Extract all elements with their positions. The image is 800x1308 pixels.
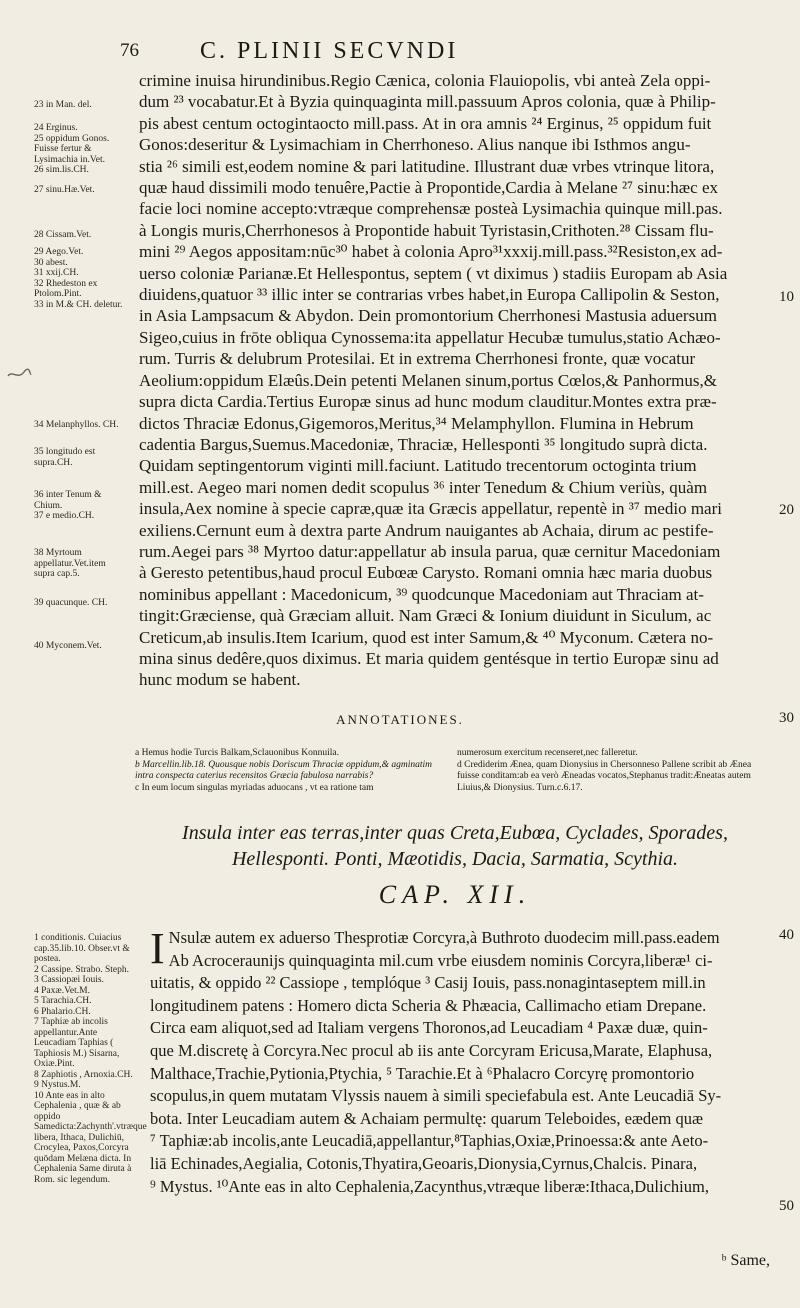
main-text	[139, 70, 773, 691]
margin-note: 38 Myrtoum appellatur.Vet.item supra cap.5.	[34, 548, 106, 579]
line-number: 20	[779, 502, 794, 518]
text-line: insula,Aex nomine à specie capræ,quæ ita Græcis appellatur, repentè in ³⁷ medio mari	[139, 499, 722, 519]
text-line: scopulus,in quem mutatam Vlyssis nauem à simili speciefabula est. Ante Leucadiā Sy-	[150, 1086, 722, 1106]
running-head: C. PLINII SECVNDI	[200, 38, 459, 64]
margin-note: 27 sinu.Hæ.Vet.	[34, 185, 95, 195]
line-number: 50	[779, 1198, 794, 1214]
chapter-heading: CAP. XII.	[378, 880, 532, 909]
text-line: Circa eam aliquot,sed ad Italiam vergens Thoronos,ad Leucadiam ⁴ Paxæ duæ, quin-	[150, 1018, 708, 1038]
margin-notes-top	[34, 0, 128, 651]
text-line: facie loci nomine accepto:vtræque comprehensæ posteà Lysimachia quinque mill.pas.	[139, 199, 723, 219]
text-line: cadentia Bargus,Suemus.Macedoniæ, Thraciæ, Hellesponti ³⁵ longitudo suprà dicta.	[139, 434, 708, 454]
catchword: ᵇ Same,	[721, 1252, 770, 1269]
text-line: Gonos:deseritur & Lysimachiam in Cherrhoneso. Alius nanque ibi Isthmos angu-	[139, 135, 691, 155]
margin-note: 29 Aego.Vet. 30 abest. 31 xxij.CH. 32 Rhedeston ex Ptolom.Pint. 33 in M.& CH. deletur.	[34, 247, 123, 310]
margin-note: 36 inter Tenum & Chium. 37 e medio.CH.	[34, 490, 102, 521]
text-line: mina sinus dedêre,quos diximus. Et maria quidem gentésque in tertio Europæ sinu ad	[139, 648, 719, 668]
text-line: liā Echinades,Aegialia, Cotonis,Thyatira,Geoaris,Dionysia,Cyrnus,Chalcis. Pinara,	[150, 1153, 698, 1173]
text-line: Nsulæ autem ex aduerso Thesprotiæ Corcyra,à Buthroto duodecim mill.pass.eadem	[168, 928, 720, 947]
text-line: crimine inuisa hirundinibus.Regio Cænica, colonia Flauiopolis, vbi anteà Zela oppi-	[139, 71, 711, 90]
text-line: Sigeo,cuius in frōte obliqua Cynossema:ita appellatur Hecubæ tumulus,statio Achæo-	[139, 327, 721, 347]
text-line: diuidens,quatuor ³³ illic inter se contrarias vrbes habet,in Europa Callipolin & Seston,	[139, 285, 720, 305]
text-line: hunc modum se habent.	[139, 670, 301, 690]
text-line: mini ²⁹ Aegos appositam:nūc³⁰ habet à colonia Apro³¹xxxij.mill.pass.³²Resiston,ex ad-	[139, 242, 723, 262]
text-line: Creticum,ab insulis.Item Icarium, quod est inter Samum,& ⁴⁰ Myconum. Cætera no-	[139, 627, 714, 647]
text-line: rum. Turris & delubrum Protesilai. Et in extrema Cherrhonesi fronte, quæ vocatur	[139, 349, 696, 369]
text-line: Malthace,Trachie,Pytionia,Ptychia, ⁵ Tarachie.Et à ⁶Phalacro Corcyrę promontorio	[150, 1063, 695, 1083]
chapter-text	[150, 924, 772, 1198]
text-line: mill.est. Aegeo mari nomen dedit scopulus ³⁶ inter Tenedum & Chium veriùs, quàm	[139, 477, 708, 497]
text-line: Ab Acroceraunijs quinquaginta mil.cum vrbe eiusdem nominis Corcyra,liberæ¹ ci-	[168, 950, 713, 970]
annotation: b Marcellin.lib.18. Quousque nobis Doriscum Thraciæ oppidum,& agminatim intra conspecta caterius recensitos Græcia fabulosa narrabis?	[135, 759, 433, 781]
text-line: nominibus appellant : Macedonicum, ³⁹ quodcunque Macedoniam aut Thraciam at-	[139, 584, 704, 604]
annotations-heading: ANNOTATIONES.	[336, 712, 464, 727]
annotations-right-column	[457, 748, 772, 794]
annotation: d Crediderim Ænea, quam Dionysius in Chersonneso Pallene scribit ab Ænea fuisse conditam:ab ea verò Æneadas vocatos,Stephanus tradit:Æneatas autem Liuius,& Dionysius. Turn.c.6.17.	[457, 759, 752, 793]
drop-cap: I	[150, 924, 165, 973]
section-title	[140, 820, 770, 872]
line-number: 40	[779, 927, 794, 943]
text-line: Quidam septingentorum viginti mill.faciunt. Latitudo trecentorum octoginta trium	[139, 456, 697, 476]
line-number: 10	[779, 289, 794, 305]
ink-smudge-icon	[6, 366, 32, 382]
text-line: ⁷ Taphiæ:ab incolis,ante Leucadiā,appellantur,⁸Taphias,Oxiæ,Prinoessa:& ante Aeto-	[150, 1131, 709, 1151]
margin-note: 23 in Man. del.	[34, 100, 92, 110]
margin-note: 39 quacunque. CH.	[34, 598, 108, 608]
text-line: uerso coloniæ Parianæ.Et Hellespontus, septem ( vt diximus ) stadiis Europam ab Asia	[139, 263, 728, 283]
text-line: rum.Aegei pars ³⁸ Myrtoo datur:appellatur ab insula parua, quæ cernitur Macedoniam	[139, 541, 721, 561]
text-line: uitatis, & oppido ²² Cassiope , templóque ³ Casij Iouis, pass.nonagintaseptem mill.in	[150, 973, 706, 993]
text-line: dictos Thraciæ Edonus,Gigemoros,Meritus,³⁴ Melamphyllon. Flumina in Hebrum	[139, 413, 694, 433]
text-line: ⁹ Mystus. ¹⁰Ante eas in alto Cephalenia,Zacynthus,vtræque liberæ:Ithaca,Dulichium,	[150, 1176, 709, 1196]
annotations-left-column	[135, 748, 445, 794]
text-line: Aeolium:oppidum Elæûs.Dein petenti Melanen sinum,portus Cœlos,& Panhormus,&	[139, 370, 717, 390]
text-line: à Longis muris,Cherrhonesos à Propontide habuit Tyristasin,Crithoten.²⁸ Cissam flu-	[139, 220, 714, 240]
text-line: à Geresto petentibus,haud procul Eubœæ Carysto. Romani omnia hæc maria duobus	[139, 563, 713, 583]
text-line: stia ²⁶ simili est,eodem nomine & pari latitudine. Illustrant duæ vrbes vtrinque litora,	[139, 156, 715, 176]
section-title-line: Hellesponti. Ponti, Mæotidis, Dacia, Sarmatia, Scythia.	[231, 848, 679, 870]
text-line: quæ haud dissimili modo tenuêre,Pactie à Propontide,Cardia à Melane ²⁷ sinu:hæc ex	[139, 178, 718, 198]
text-line: que M.discretę à Corcyra.Nec procul ab iis ante Corcyram Ericusa,Marate, Elaphusa,	[150, 1040, 713, 1060]
line-number: 30	[779, 710, 794, 726]
margin-note: 24 Erginus. 25 oppidum Gonos. Fuisse fertur & Lysimachia in.Vet. 26 sim.lis.CH.	[34, 123, 110, 175]
margin-note: 35 longitudo est supra.CH.	[34, 447, 96, 468]
section-title-line: Insula inter eas terras,inter quas Creta,Eubœa, Cyclades, Sporades,	[182, 822, 728, 844]
margin-note: 28 Cissam.Vet.	[34, 230, 92, 240]
text-line: bota. Inter Leucadiam autem & Achaiam permultę: quarum Teleboides, eædem quæ	[150, 1108, 703, 1128]
margin-note: 40 Myconem.Vet.	[34, 641, 102, 651]
text-line: exiliens.Cernunt eum à dextra parte Andrum nauigantes ab Achaia, dirum ac pestife-	[139, 520, 714, 540]
margin-note: 34 Melanphyllos. CH.	[34, 420, 119, 430]
text-line: pis abest centum octogintaocto mill.pass. At in ora amnis ²⁴ Erginus, ²⁵ oppidum fuit	[139, 113, 712, 133]
annotation: a Hemus hodie Turcis Balkam,Sclauonibus Konnuila.	[135, 748, 339, 758]
annotation: numerosum exercitum recenseret,nec falleretur.	[457, 748, 638, 758]
text-line: longitudinem patens : Homero dicta Scheria & Phæacia, Callimacho etiam Drepane.	[150, 995, 707, 1015]
page-number: 76	[120, 40, 139, 61]
text-line: in Asia Lampsacum & Abydon. Dein promontorium Cherrhonesi Mastusia aduersum	[139, 306, 717, 326]
text-line: supra dicta Cardia.Tertius Europæ sinus ad hunc modum clauditur.Montes extra præ-	[139, 392, 717, 412]
text-line: dum ²³ vocabatur.Et à Byzia quinquaginta mill.passuum Apros colonia, quæ à Philip-	[139, 92, 716, 112]
annotation: c In eum locum singulas myriadas aduocans , vt ea ratione tam	[135, 782, 374, 793]
text-line: tingit:Græciense, quà Græciam alluit. Nam Græci & Ionium diuidunt in Siculum, ac	[139, 606, 712, 626]
margin-notes-bottom: 1 conditionis. Cuiacius cap.35.lib.10. Obser.vt & postea. 2 Cassipe. Strabo. Steph. 3 Cassiopæi Iouis. 4 Paxæ.Vet.M. 5 Tarachia.CH. 6 Phalario.CH. 7 Taphiæ ab incolis appellantur.Ante Leucadiam Taphias ( Taphiosis M.) Sisarna, Oxiæ.Pint. 8 Zaphiotis , Arnoxia.CH. 9 Nystus.M. 10 Ante eas in alto Cephalenia , quæ & ab oppido Samedicta:Zachynth'.vtræque libera, Ithaca, Dulichiū, Crocylea, Paxos,Corcyra quōdam Melæna dicta. In Cephalenia Same diruta à Rom. sic legendum.	[34, 933, 147, 1185]
